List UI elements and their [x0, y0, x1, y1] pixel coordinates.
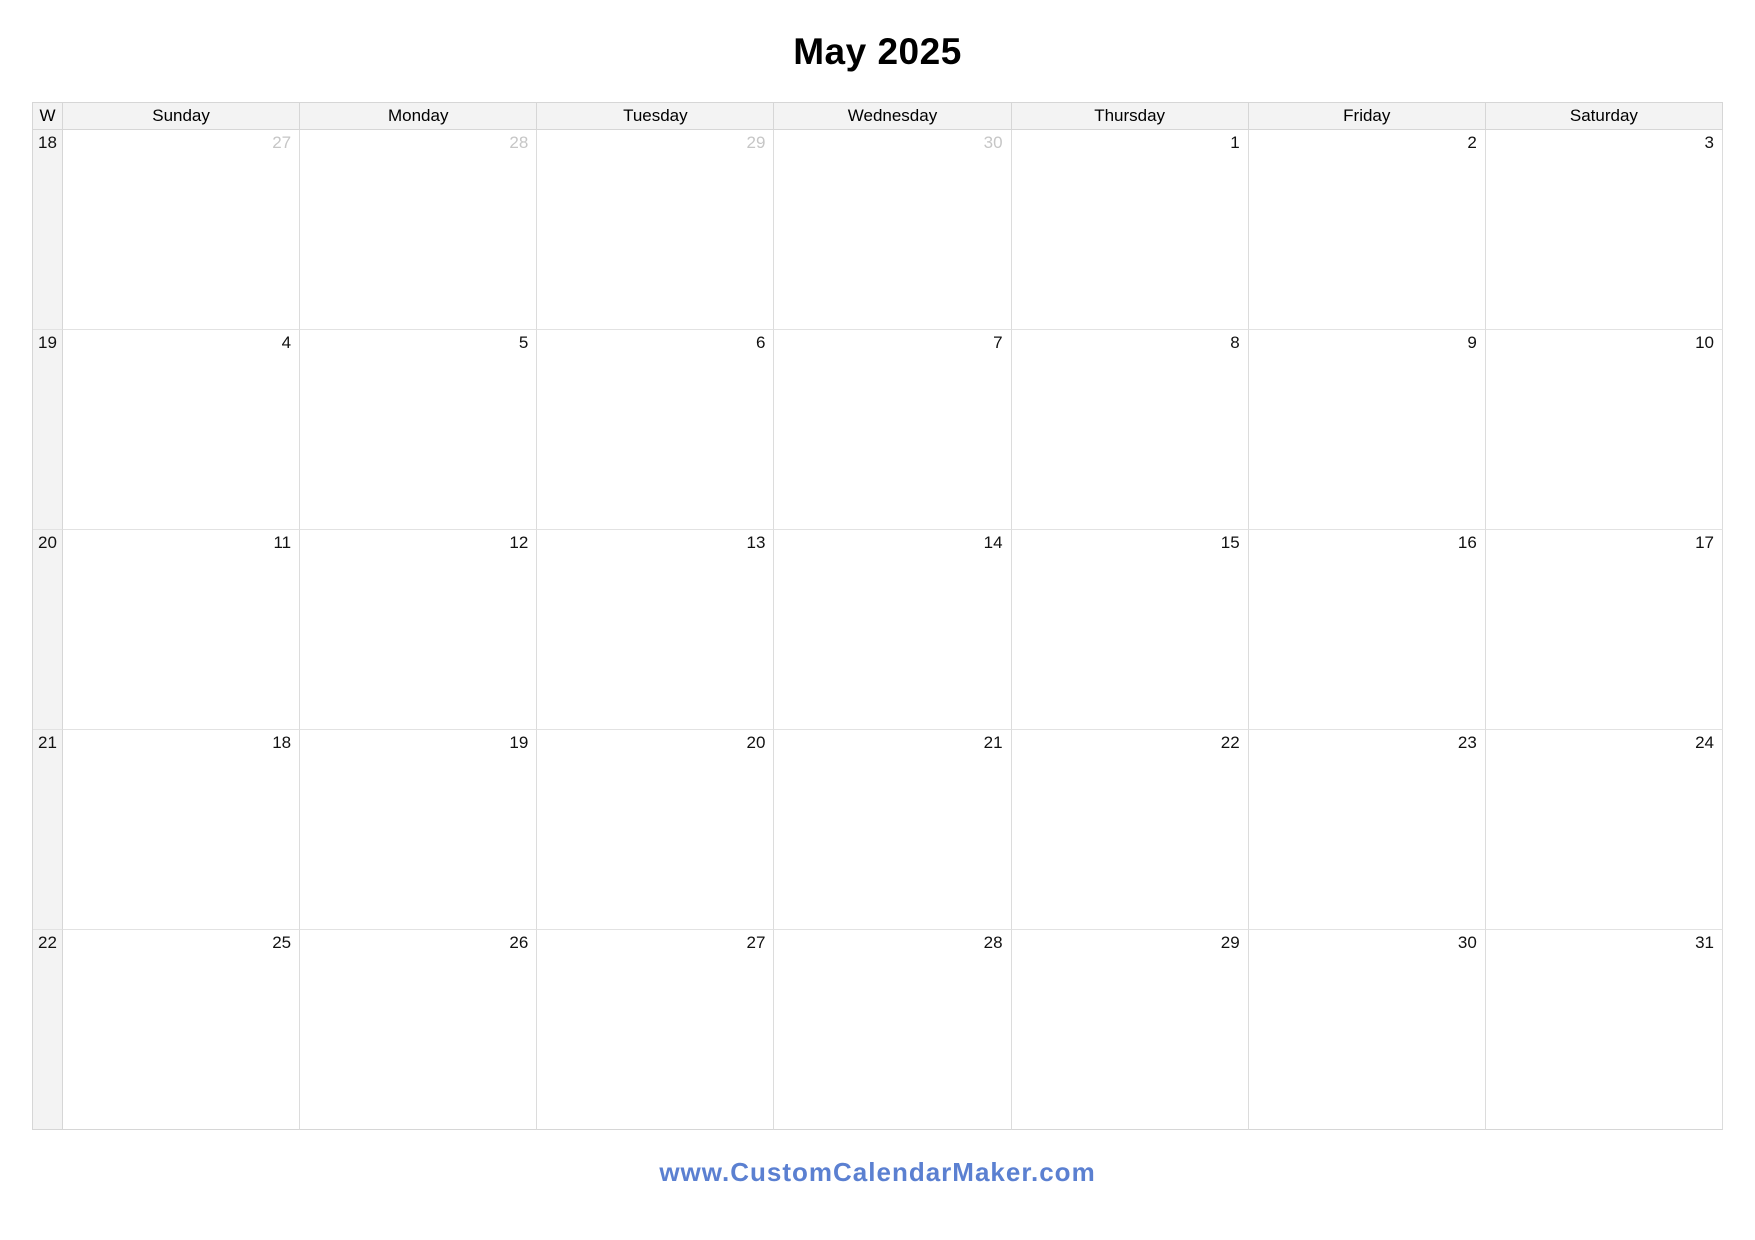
day-cell: 30 — [774, 130, 1011, 330]
day-cell: 23 — [1249, 730, 1486, 930]
day-cell: 28 — [774, 930, 1011, 1130]
day-cell: 30 — [1249, 930, 1486, 1130]
day-cell: 19 — [300, 730, 537, 930]
day-cell: 3 — [1486, 130, 1723, 330]
day-header-wednesday: Wednesday — [774, 103, 1011, 130]
day-cell: 6 — [537, 330, 774, 530]
week-number: 21 — [33, 730, 63, 930]
day-cell: 14 — [774, 530, 1011, 730]
day-cell: 16 — [1249, 530, 1486, 730]
week-number: 19 — [33, 330, 63, 530]
day-cell: 1 — [1012, 130, 1249, 330]
day-cell: 21 — [774, 730, 1011, 930]
day-cell: 15 — [1012, 530, 1249, 730]
day-cell: 8 — [1012, 330, 1249, 530]
day-header-saturday: Saturday — [1486, 103, 1723, 130]
day-header-sunday: Sunday — [63, 103, 300, 130]
day-cell: 4 — [63, 330, 300, 530]
day-cell: 26 — [300, 930, 537, 1130]
week-number: 22 — [33, 930, 63, 1130]
day-cell: 7 — [774, 330, 1011, 530]
day-cell: 17 — [1486, 530, 1723, 730]
day-cell: 22 — [1012, 730, 1249, 930]
week-number: 20 — [33, 530, 63, 730]
day-header-thursday: Thursday — [1012, 103, 1249, 130]
page-title: May 2025 — [793, 31, 962, 72]
day-cell: 9 — [1249, 330, 1486, 530]
month-grid — [32, 102, 1723, 1130]
day-header-monday: Monday — [300, 103, 537, 130]
day-cell: 10 — [1486, 330, 1723, 530]
day-cell: 12 — [300, 530, 537, 730]
day-header-tuesday: Tuesday — [537, 103, 774, 130]
day-cell: 2 — [1249, 130, 1486, 330]
day-cell: 25 — [63, 930, 300, 1130]
footer — [0, 1156, 1755, 1188]
day-cell: 31 — [1486, 930, 1723, 1130]
day-cell: 11 — [63, 530, 300, 730]
day-cell: 28 — [300, 130, 537, 330]
day-cell: 27 — [63, 130, 300, 330]
day-cell: 24 — [1486, 730, 1723, 930]
day-cell: 13 — [537, 530, 774, 730]
footer-link[interactable]: www.CustomCalendarMaker.com — [659, 1157, 1096, 1187]
day-header-friday: Friday — [1249, 103, 1486, 130]
week-number: 18 — [33, 130, 63, 330]
day-cell: 5 — [300, 330, 537, 530]
day-cell: 29 — [1012, 930, 1249, 1130]
day-cell: 18 — [63, 730, 300, 930]
day-cell: 29 — [537, 130, 774, 330]
day-cell: 20 — [537, 730, 774, 930]
week-column-header: W — [33, 103, 63, 130]
day-cell: 27 — [537, 930, 774, 1130]
